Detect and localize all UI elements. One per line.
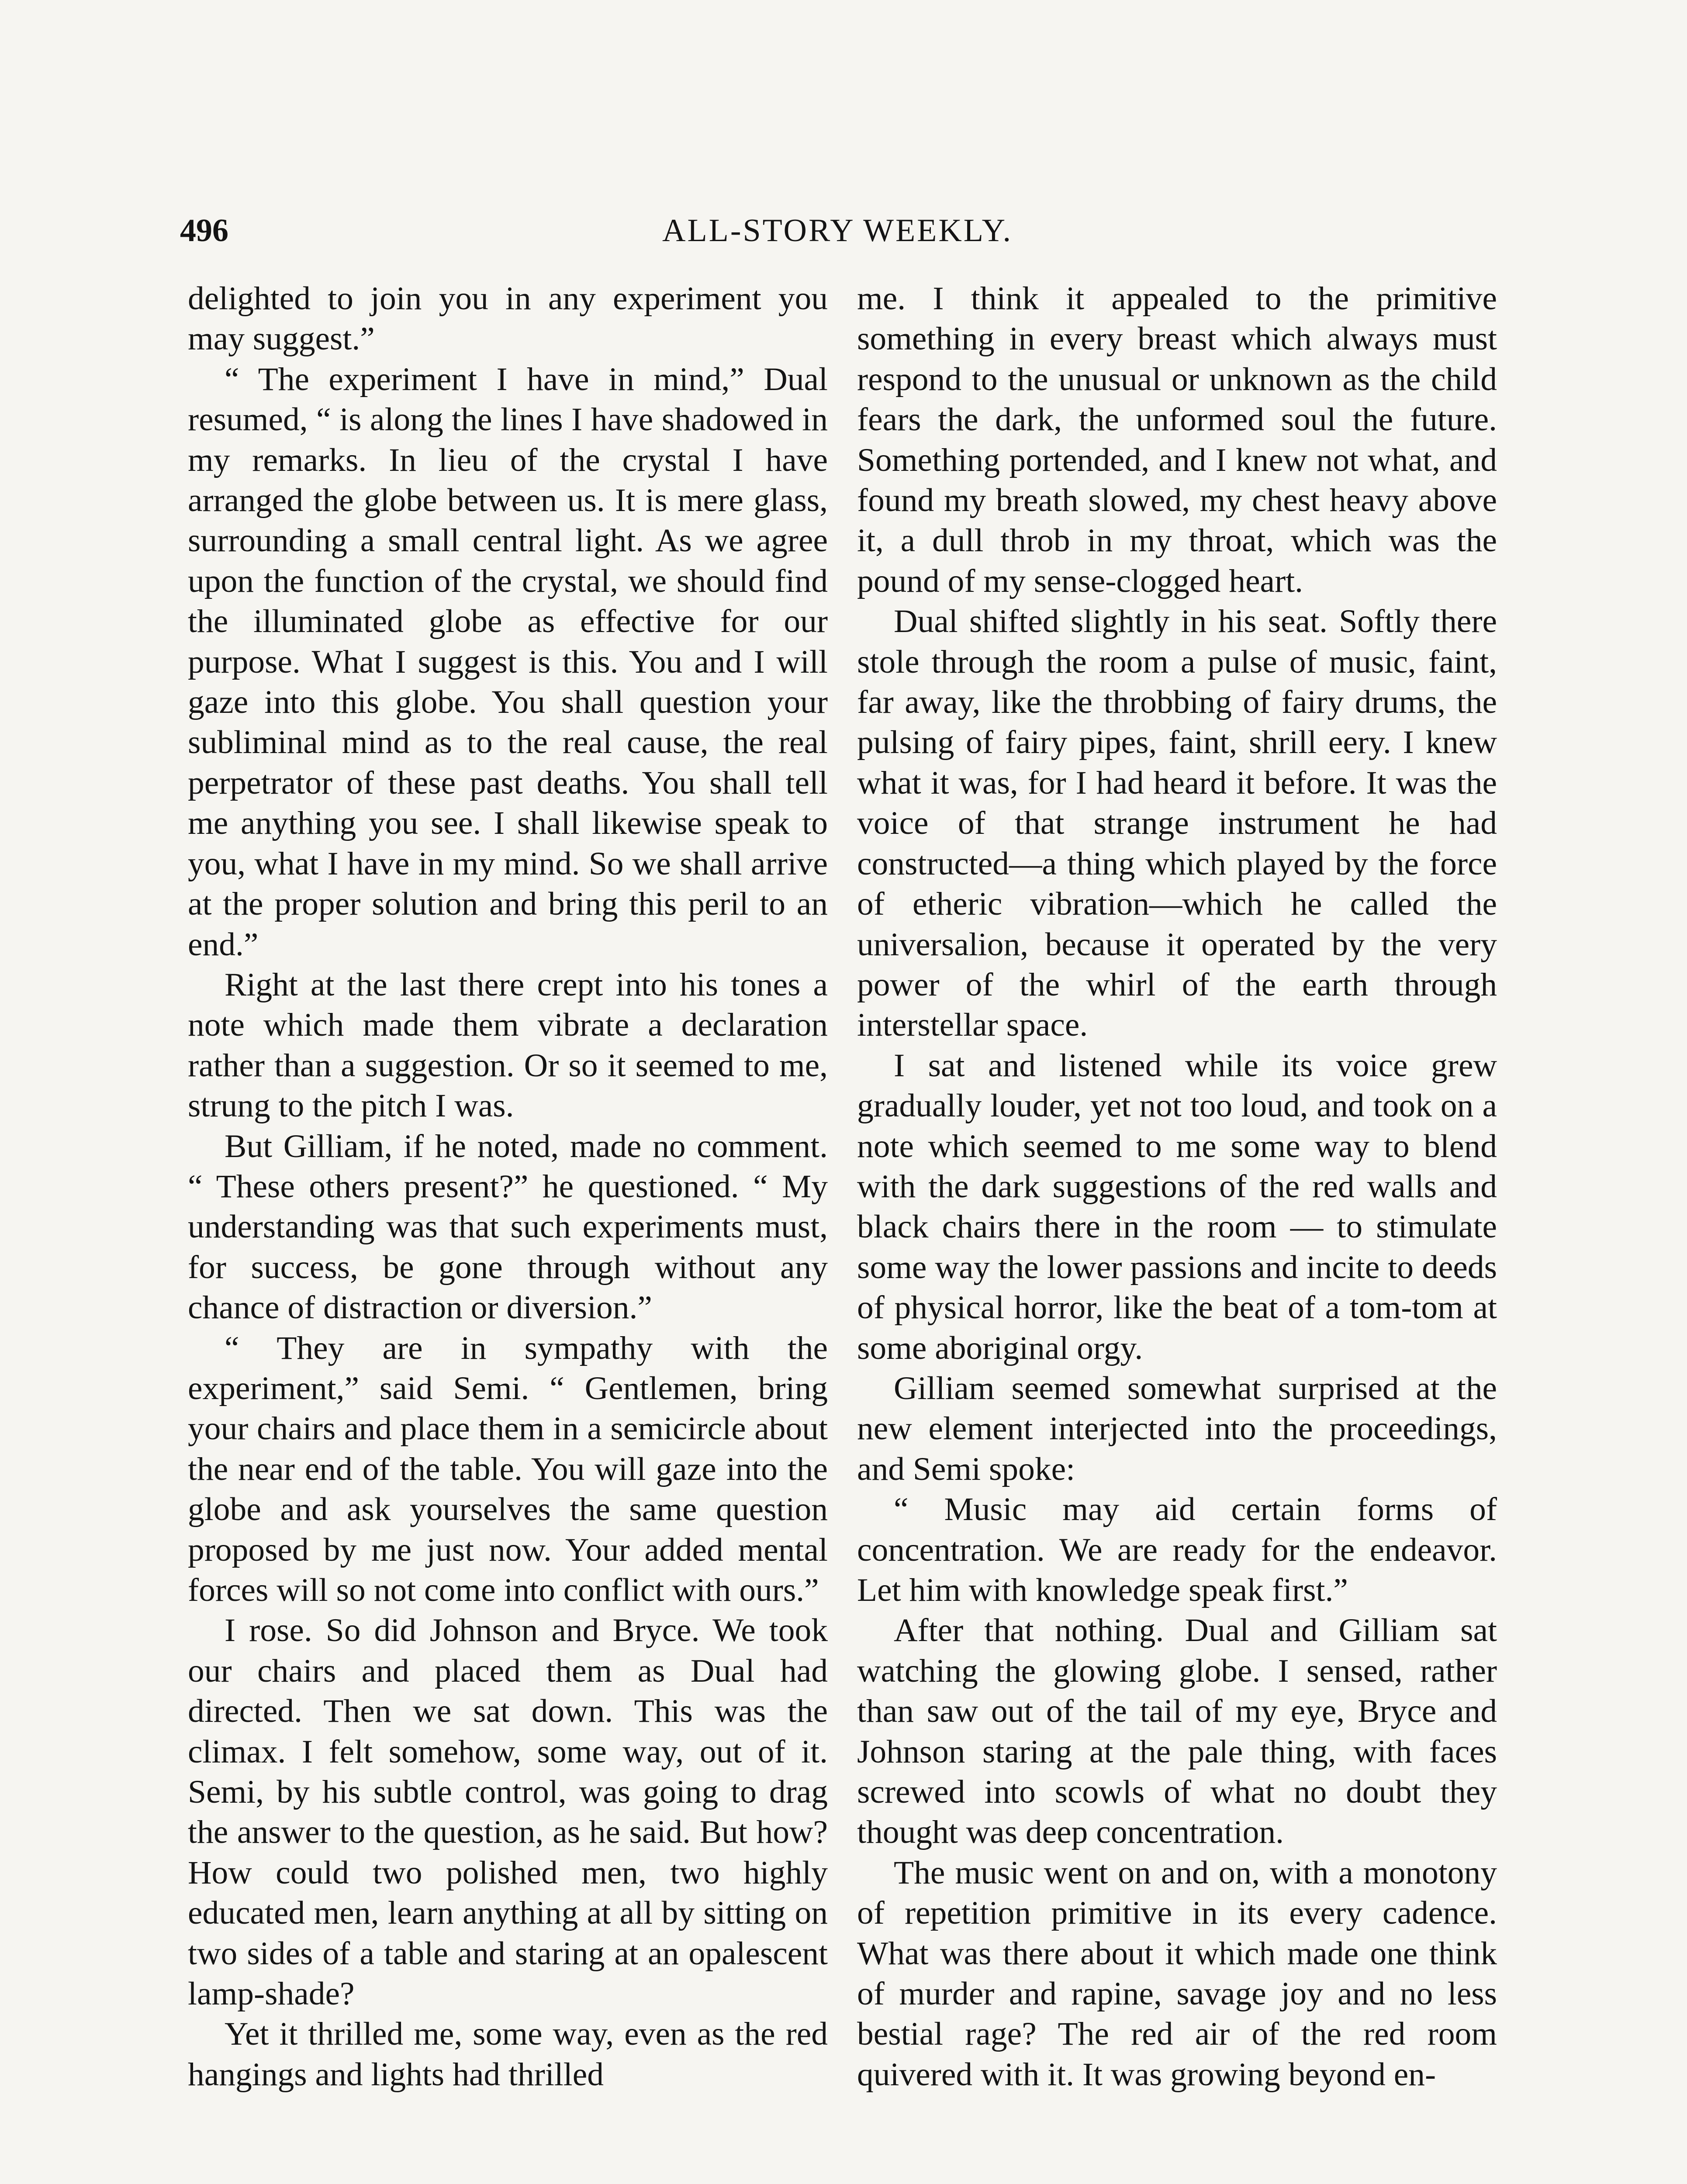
paragraph: “ The experiment I have in mind,” Dual resumed, “ is along the lines I have shadowed in my remarks. In lieu of the crystal I have arranged the globe between us. It is mere glass, surrounding a small central light. As we agree upon the function of the crystal, we should find the illuminated globe as effective for our purpose. What I suggest is this. You and I will gaze into this globe. You shall question your subliminal mind as to the real cause, the real perpetrator of these past deaths. You shall tell me anything you see. I shall likewise speak to you, what I have in my mind. So we shall arrive at the proper solution and bring this peril to an end.” [188, 361, 828, 963]
paragraph: Dual shifted slightly in his seat. Softly there stole through the room a pulse of music, faint, far away, like the throbbing of fairy drums, the pulsing of fairy pipes, faint, shrill eery. I knew what it was, for I had heard it before. It was the voice of that strange instrument he had constructed—a thing which played by the force of etheric vibration—which he called the universalion, because it operated by the very power of the whirl of the earth through interstellar space. [857, 603, 1497, 1044]
paragraph: “ They are in sympathy with the experiment,” said Semi. “ Gentlemen, bring your chairs and place them in a semicircle about the near end of the table. You will gaze into the globe and ask yourselves the same question proposed by me just now. Your added mental forces will so not come into conflict with ours.” [188, 1330, 828, 1608]
paragraph: But Gilliam, if he noted, made no comment. “ These others present?” he questioned. “ My understanding was that such experiments must, for success, be gone through without any chance of distraction or diversion.” [188, 1128, 828, 1326]
text-column-right [857, 279, 1497, 2095]
paragraph: “ Music may aid certain forms of concentration. We are ready for the endeavor. Let him with knowledge speak first.” [857, 1491, 1497, 1608]
running-head: ALL-STORY WEEKLY. [662, 213, 1013, 249]
paragraph: After that nothing. Dual and Gilliam sat watching the glowing globe. I sensed, rather than saw out of the tail of my eye, Bryce and Johnson staring at the pale thing, with faces screwed into scowls of what no doubt they thought was deep concentration. [857, 1612, 1497, 1851]
paragraph: I sat and listened while its voice grew gradually louder, yet not too loud, and took on a note which seemed to me some way to blend with the dark suggestions of the red walls and black chairs there in the room — to stimulate some way the lower passions and incite to deeds of physical horror, like the beat of a tom-tom at some aboriginal orgy. [857, 1047, 1497, 1366]
paragraph: The music went on and on, with a monotony of repetition primitive in its every cadence. What was there about it which made one think of murder and rapine, savage joy and no less bestial rage? The red air of the red room quivered with it. It was growing beyond en- [857, 1854, 1497, 2093]
paragraph: I rose. So did Johnson and Bryce. We took our chairs and placed them as Dual had directed. Then we sat down. This was the climax. I felt somehow, some way, out of it. Semi, by his subtle control, was going to drag the answer to the question, as he said. But how? How could two polished men, two highly educated men, learn anything at all by sitting on two sides of a table and staring at an opalescent lamp-shade? [188, 1612, 828, 2012]
page-header [180, 204, 1495, 257]
paragraph: Right at the last there crept into his tones a note which made them vibrate a declaration rather than a suggestion. Or so it seemed to me, strung to the pitch I was. [188, 966, 828, 1124]
page-number: 496 [180, 213, 228, 249]
paragraph: Gilliam seemed somewhat surprised at the new element interjected into the proceedings, and Semi spoke: [857, 1370, 1497, 1487]
paragraph: me. I think it appealed to the primitive something in every breast which always must respond to the unusual or unknown as the child fears the dark, the unformed soul the future. Something portended, and I knew not what, and found my breath slowed, my chest heavy above it, a dull throb in my throat, which was the pound of my sense-clogged heart. [857, 280, 1497, 599]
text-column-left [188, 279, 828, 2095]
paragraph: Yet it thrilled me, some way, even as the red hangings and lights had thrilled [188, 2016, 828, 2093]
paragraph: delighted to join you in any experiment you may suggest.” [188, 280, 828, 357]
